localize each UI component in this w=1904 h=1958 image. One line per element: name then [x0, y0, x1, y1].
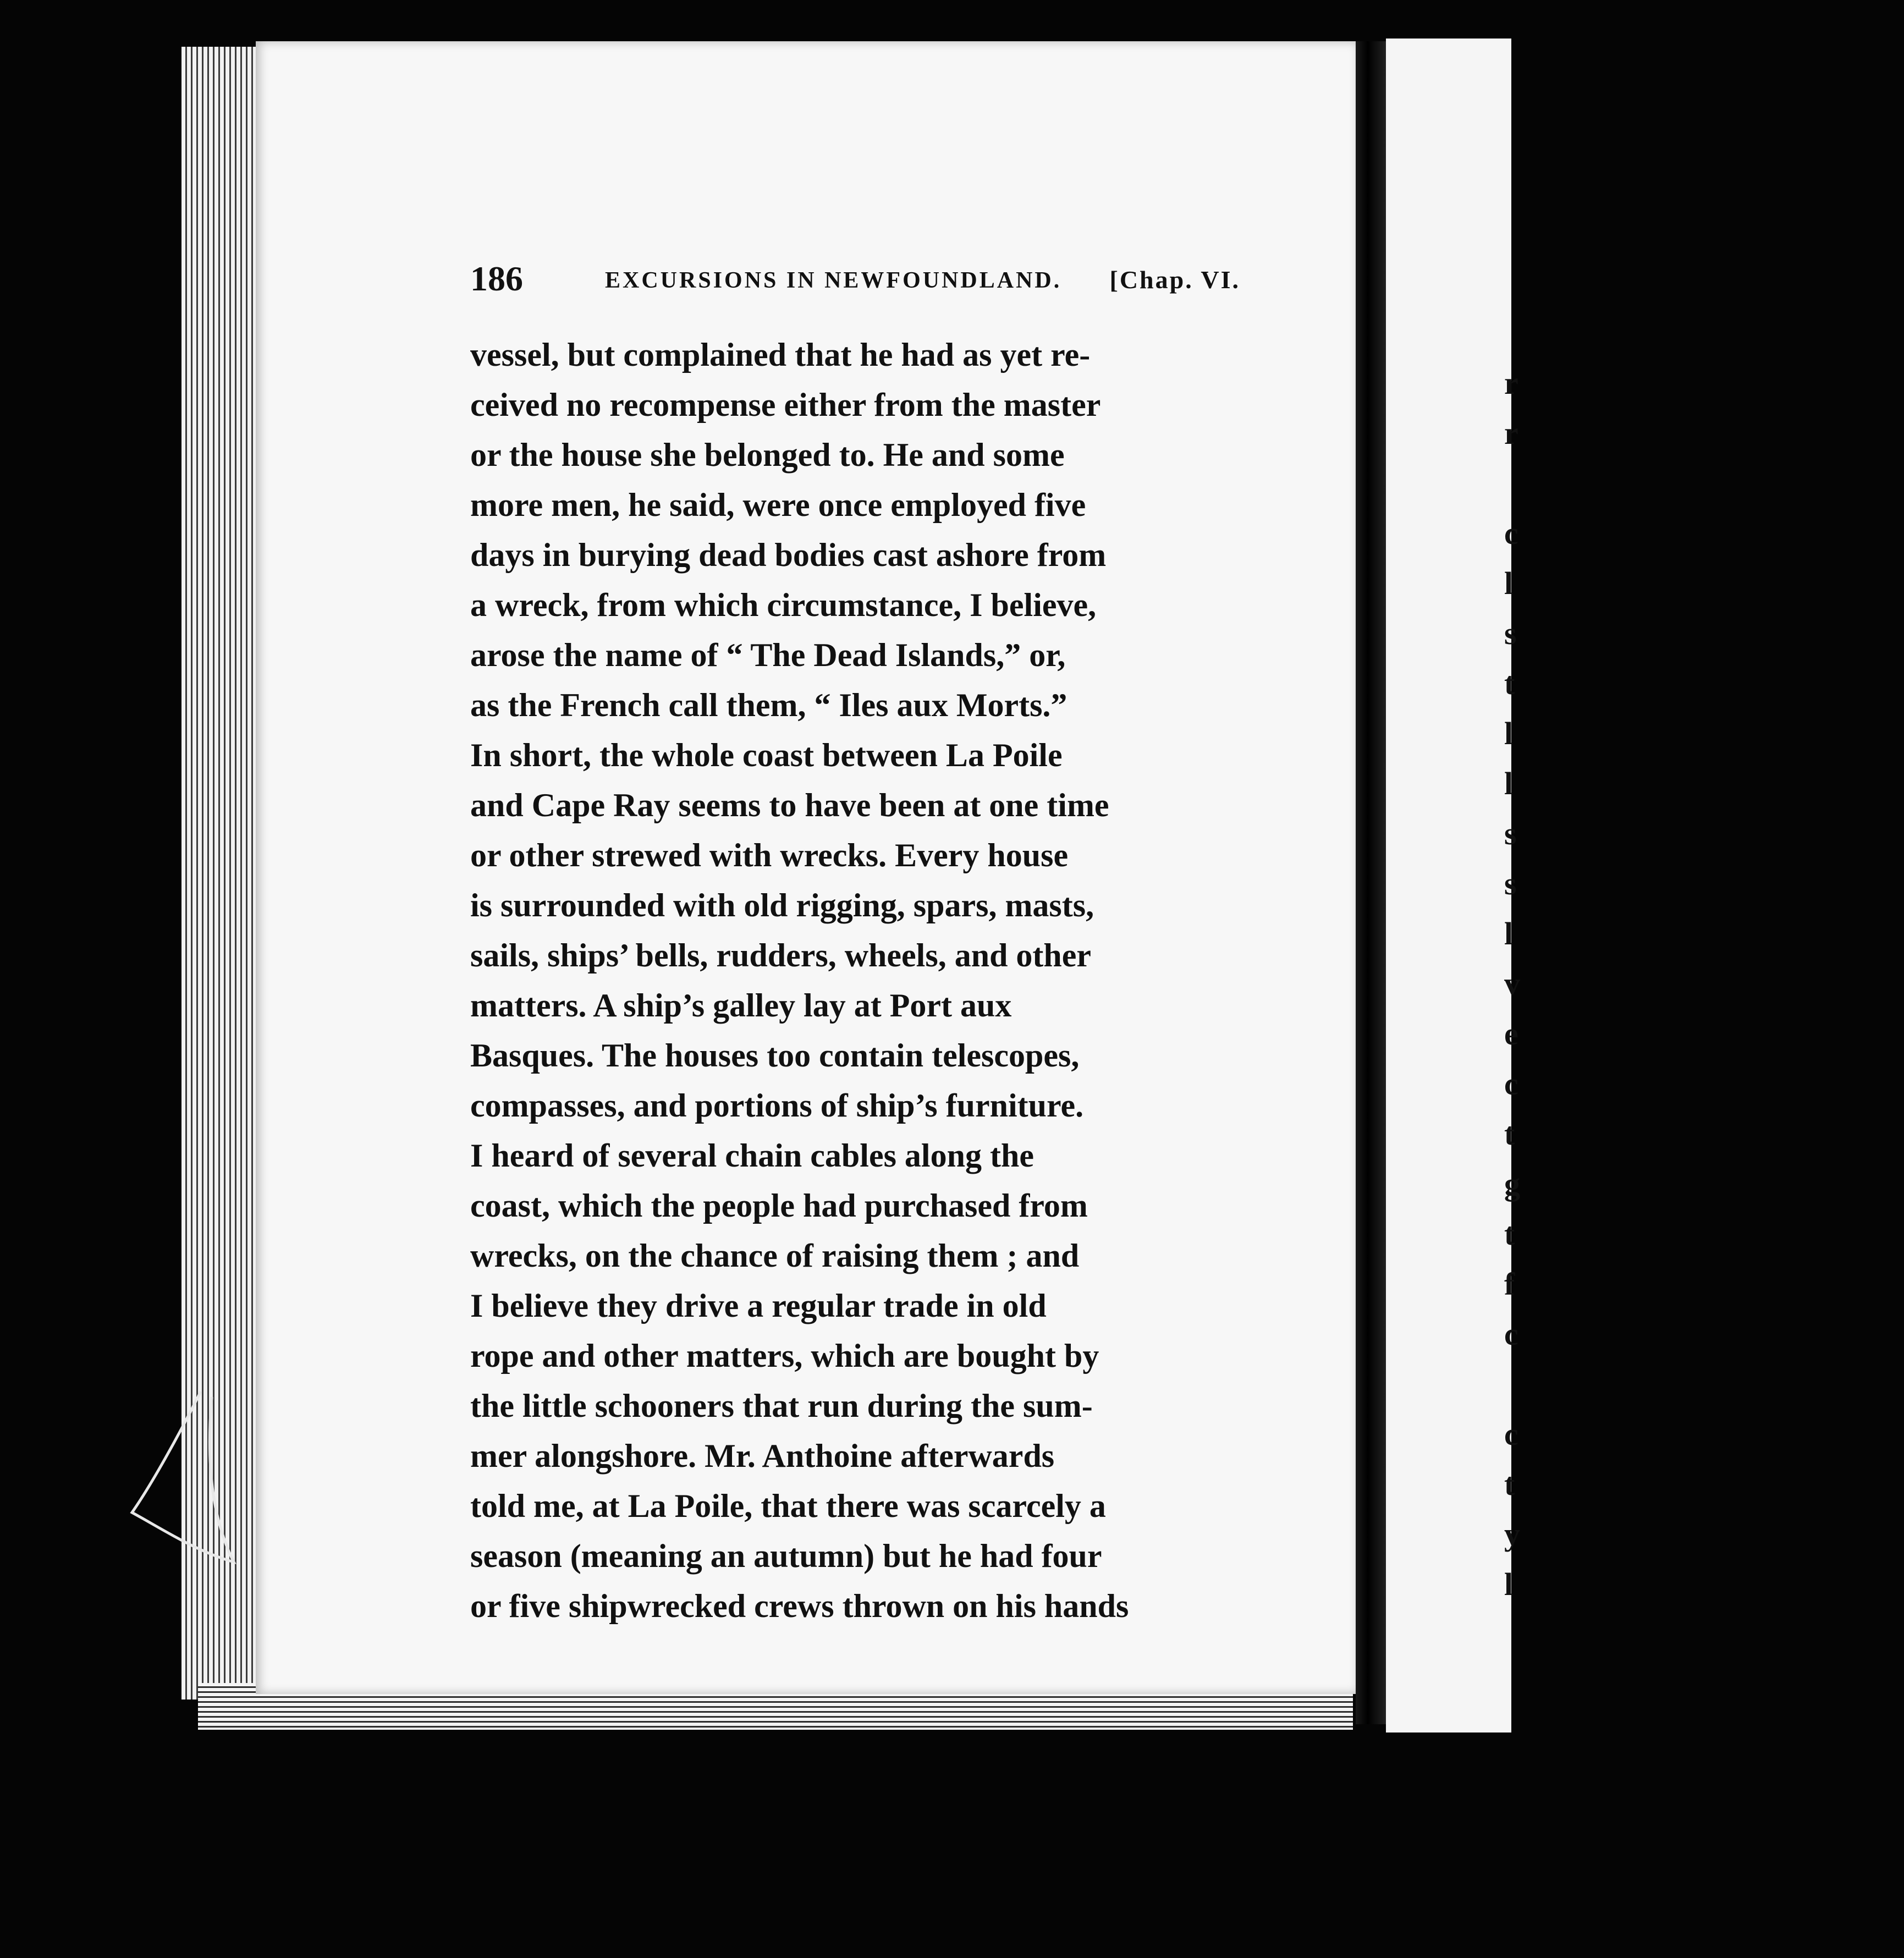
text-line: compasses, and portions of ship’s furniture. [470, 1087, 1084, 1124]
running-title: EXCURSIONS IN NEWFOUNDLAND. [605, 268, 1062, 293]
text-line: In short, the whole coast between La Poile [470, 737, 1063, 773]
text-line: the little schooners that run during the sum- [470, 1388, 1093, 1424]
facing-page-text [1504, 308, 1520, 1609]
text-line: or five shipwrecked crews thrown on his hands [470, 1588, 1129, 1624]
facing-page-letter: f [1504, 1266, 1515, 1302]
facing-page-letter [1504, 308, 1515, 358]
text-line: and Cape Ray seems to have been at one time [470, 787, 1109, 823]
body-text [470, 330, 1246, 1631]
text-line: is surrounded with old rigging, spars, masts, [470, 887, 1094, 923]
facing-page-letter: c [1504, 515, 1518, 551]
facing-page-letter: y [1504, 1516, 1520, 1552]
text-line: more men, he said, were once employed five [470, 487, 1086, 523]
facing-page-letter: l [1504, 1566, 1514, 1602]
text-line: a wreck, from which circumstance, I believe, [470, 587, 1097, 623]
text-line: ceived no recompense either from the master [470, 387, 1101, 423]
text-line: coast, which the people had purchased from [470, 1187, 1088, 1224]
text-line: I heard of several chain cables along the [470, 1137, 1034, 1174]
facing-page-letter: t [1504, 1216, 1515, 1252]
running-header [470, 258, 1246, 302]
facing-page-letter: s [1504, 615, 1517, 651]
page-number: 186 [470, 259, 523, 298]
facing-page-letter [1504, 1359, 1515, 1409]
text-line: vessel, but complained that he had as yet re- [470, 337, 1091, 373]
facing-page-letter: c [1504, 1066, 1518, 1102]
facing-page [1386, 38, 1511, 1733]
facing-page-letter: l [1504, 716, 1514, 751]
chapter-label: [Chap. VI. [1109, 266, 1240, 294]
facing-page-letter: t [1504, 1116, 1515, 1152]
facing-page-letter: t [1504, 1466, 1515, 1502]
text-line: sails, ships’ bells, rudders, wheels, and other [470, 937, 1092, 974]
text-line: wrecks, on the chance of raising them ; and [470, 1238, 1080, 1274]
facing-page-letter: s [1504, 816, 1517, 851]
facing-page-letter: s [1504, 866, 1517, 901]
text-line: season (meaning an autumn) but he had four [470, 1538, 1102, 1574]
facing-page-letter [1504, 458, 1515, 508]
text-line: I believe they drive a regular trade in old [470, 1288, 1047, 1324]
text-line: mer alongshore. Mr. Anthoine afterwards [470, 1438, 1055, 1474]
facing-page-letter: c [1504, 1316, 1518, 1352]
text-line: or other strewed with wrecks. Every house [470, 837, 1069, 873]
facing-page-letter: l [1504, 766, 1514, 801]
text-line: Basques. The houses too contain telescopes, [470, 1037, 1080, 1074]
facing-page-letter: l [1504, 565, 1514, 601]
facing-page-letter: t [1504, 666, 1515, 701]
bookmark-ribbon-icon [129, 1386, 239, 1568]
facing-page-letter: l [1504, 916, 1514, 952]
facing-page-letter: g [1504, 1166, 1520, 1202]
text-line: or the house she belonged to. He and some [470, 437, 1065, 473]
text-line: days in burying dead bodies cast ashore from [470, 537, 1107, 573]
facing-page-letter: e [1504, 1016, 1518, 1052]
text-line: told me, at La Poile, that there was scarcely a [470, 1488, 1106, 1524]
facing-page-letter: c [1504, 1416, 1518, 1452]
facing-page-letter: r [1504, 365, 1518, 401]
book-gutter [1356, 41, 1386, 1724]
text-line: as the French call them, “ Iles aux Morts.” [470, 687, 1067, 723]
text-line: arose the name of “ The Dead Islands,” or, [470, 637, 1066, 673]
facing-page-letter: r [1504, 415, 1518, 451]
text-line: matters. A ship’s galley lay at Port aux [470, 987, 1012, 1024]
text-line: rope and other matters, which are bought by [470, 1338, 1099, 1374]
facing-page-letter: v [1504, 966, 1520, 1002]
